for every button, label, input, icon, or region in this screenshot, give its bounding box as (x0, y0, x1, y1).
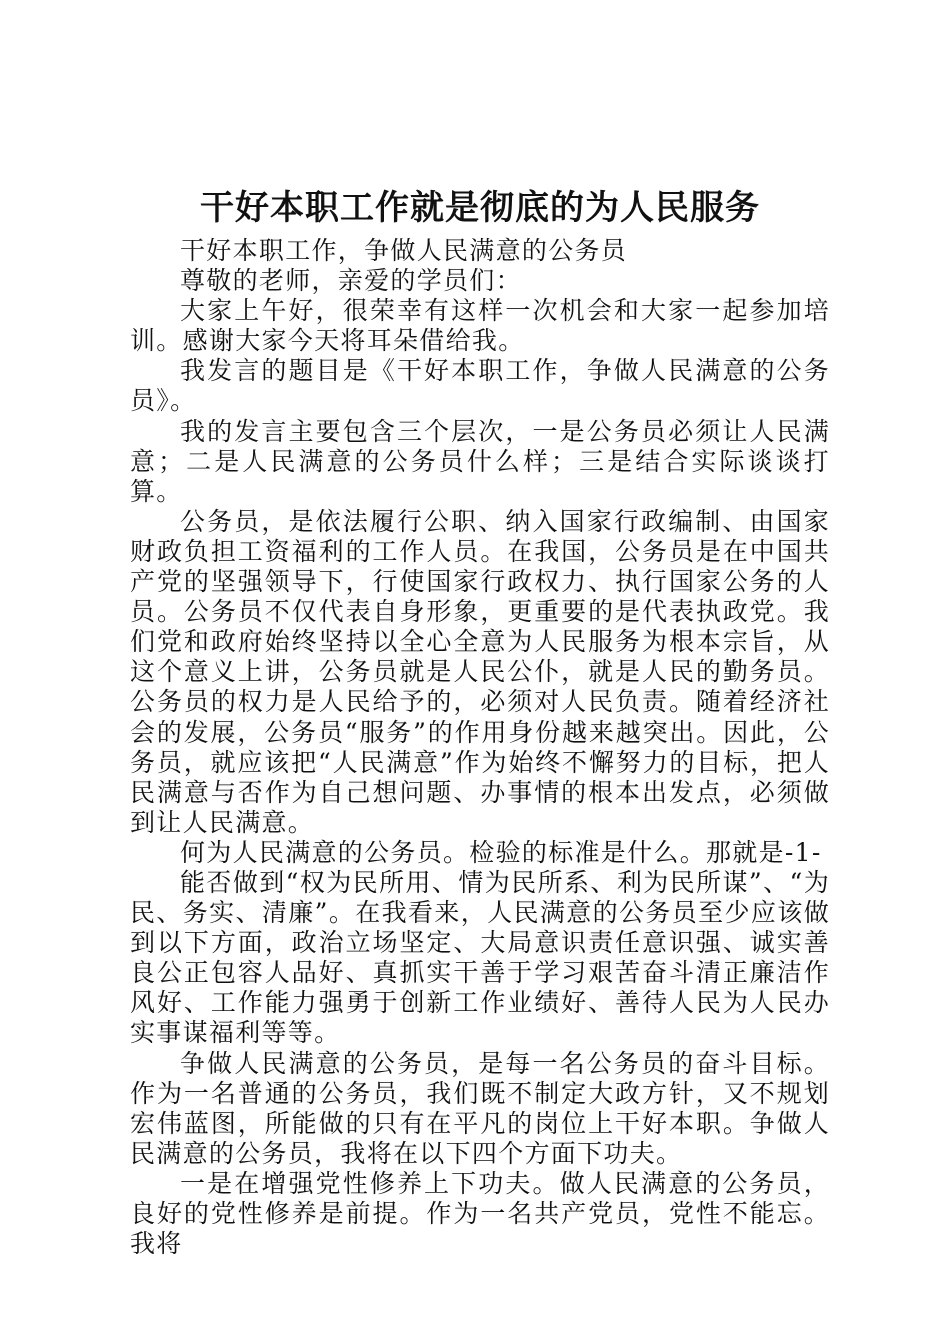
paragraph: 争做人民满意的公务员，是每一名公务员的奋斗目标。作为一名普通的公务员，我们既不制定大政方针，又不规划宏伟蓝图，所能做的只有在平凡的岗位上干好本职。争做人民满意的公务员，我将在以下四个方面下功夫。 (130, 1048, 830, 1168)
paragraph: 大家上午好，很荣幸有这样一次机会和大家一起参加培训。感谢大家今天将耳朵借给我。 (130, 296, 830, 356)
paragraph: 我的发言主要包含三个层次，一是公务员必须让人民满意；二是人民满意的公务员什么样；三是结合实际谈谈打算。 (130, 416, 830, 506)
paragraph: 公务员，是依法履行公职、纳入国家行政编制、由国家财政负担工资福利的工作人员。在我国，公务员是在中国共产党的坚强领导下，行使国家行政权力、执行国家公务的人员。公务员不仅代表自身形象，更重要的是代表执政党。我们党和政府始终坚持以全心全意为人民服务为根本宗旨，从这个意义上讲，公务员就是人民公仆，就是人民的勤务员。公务员的权力是人民给予的，必须对人民负责。随着经济社会的发展，公务员“服务”的作用身份越来越突出。因此，公务员，就应该把“人民满意”作为始终不懈努力的目标，把人民满意与否作为自己想问题、办事情的根本出发点，必须做到让人民满意。 (130, 506, 830, 837)
paragraph: 能否做到“权为民所用、情为民所系、利为民所谋”、“为民、务实、清廉”。在我看来，人民满意的公务员至少应该做到以下方面，政治立场坚定、大局意识责任意识强、诚实善良公正包容人品好、真抓实干善于学习艰苦奋斗清正廉洁作风好、工作能力强勇于创新工作业绩好、善待人民为人民办实事谋福利等等。 (130, 867, 830, 1048)
paragraph: 一是在增强党性修养上下功夫。做人民满意的公务员，良好的党性修养是前提。作为一名共产党员，党性不能忘。我将 (130, 1168, 830, 1259)
document-body (130, 236, 830, 1259)
paragraph: 尊敬的老师，亲爱的学员们： (180, 266, 522, 296)
paragraph: 何为人民满意的公务员。检验的标准是什么。那就是-1- (180, 837, 822, 867)
paragraph: 干好本职工作，争做人民满意的公务员 (180, 236, 628, 265)
document-title: 干好本职工作就是彻底的为人民服务 (200, 188, 760, 228)
paragraph: 我发言的题目是《干好本职工作，争做人民满意的公务员》。 (130, 356, 830, 416)
